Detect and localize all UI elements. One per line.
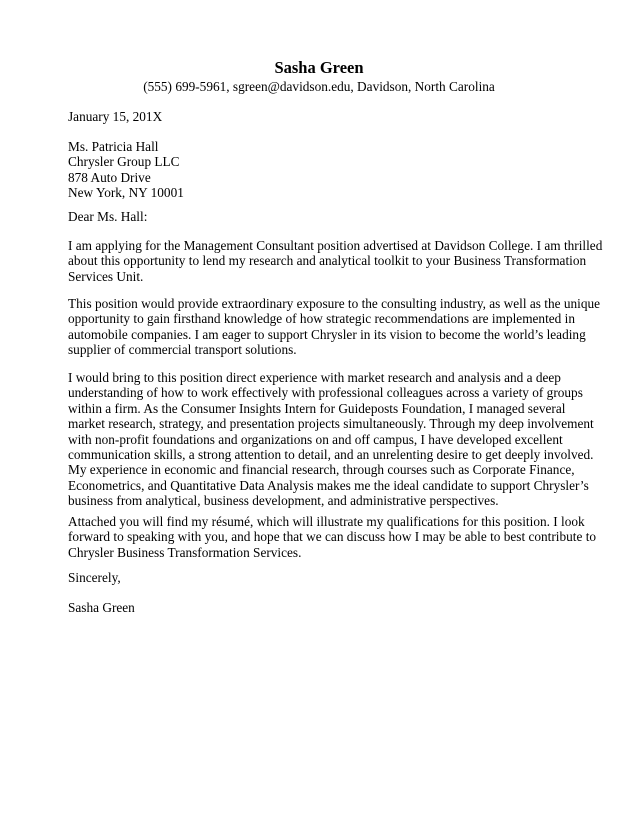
- paragraph-line: supplier of commercial transport solutions.: [68, 342, 297, 358]
- signature-name: Sasha Green: [68, 600, 135, 615]
- paragraph-line: forward to speaking with you, and hope that we can discuss how I may be able to best contribute to: [68, 529, 597, 545]
- paragraph-line: communication skills, a strong attention to detail, and an unrelenting desire to get deeply involved.: [68, 447, 594, 463]
- sender-name: Sasha Green: [274, 58, 364, 77]
- salutation: Dear Ms. Hall:: [68, 209, 148, 224]
- recipient-street: 878 Auto Drive: [68, 169, 151, 185]
- paragraph-line: with non-profit foundations and organizations on and off campus, I have developed excellent: [68, 431, 563, 447]
- recipient-address: [68, 139, 578, 201]
- paragraph-line: I would bring to this position direct experience with market research and analysis and a deep: [68, 370, 561, 385]
- letter-date: January 15, 201X: [68, 109, 163, 124]
- paragraph-line: automobile companies. I am eager to support Chrysler in its vision to become the world’s leading: [68, 326, 586, 342]
- closing-phrase: Sincerely,: [68, 570, 121, 585]
- paragraph-line: Chrysler Business Transformation Services.: [68, 544, 302, 560]
- paragraph-line: Services Unit.: [68, 268, 144, 284]
- paragraph-closing: [68, 514, 597, 560]
- recipient-name: Ms. Patricia Hall: [68, 139, 159, 154]
- paragraph-motivation: [68, 296, 601, 358]
- paragraph-line: Attached you will find my résumé, which will illustrate my qualifications for this position. I look: [68, 514, 585, 529]
- paragraph-line: understanding of how to work effectively with professional colleagues across a variety of groups: [68, 385, 583, 401]
- paragraph-line: My experience in economic and financial research, through courses such as Corporate Finance,: [68, 462, 575, 478]
- paragraph-line: business from analytical, business development, and administrative perspectives.: [68, 493, 499, 509]
- paragraph-line: I am applying for the Management Consultant position advertised at Davidson College. I am thrilled: [68, 238, 603, 253]
- recipient-company: Chrysler Group LLC: [68, 154, 180, 170]
- paragraph-line: market research, strategy, and presentation projects simultaneously. Through my deep involvement: [68, 416, 594, 432]
- paragraph-intro: [68, 238, 603, 284]
- paragraph-line: opportunity to gain firsthand knowledge of how strategic recommendations are implemented in: [68, 311, 575, 327]
- sender-contact: (555) 699-5961, sgreen@davidson.edu, Davidson, North Carolina: [143, 79, 495, 94]
- paragraph-line: Econometrics, and Quantitative Data Analysis makes me the ideal candidate to support Chrysler’s: [68, 477, 589, 493]
- paragraph-line: about this opportunity to lend my research and analytical toolkit to your Business Transformation: [68, 253, 587, 269]
- paragraph-line: within a firm. As the Consumer Insights Intern for Guideposts Foundation, I managed several: [68, 400, 566, 416]
- paragraph-experience: [68, 370, 594, 509]
- recipient-city: New York, NY 10001: [68, 185, 184, 201]
- paragraph-line: This position would provide extraordinary exposure to the consulting industry, as well as the unique: [68, 296, 601, 311]
